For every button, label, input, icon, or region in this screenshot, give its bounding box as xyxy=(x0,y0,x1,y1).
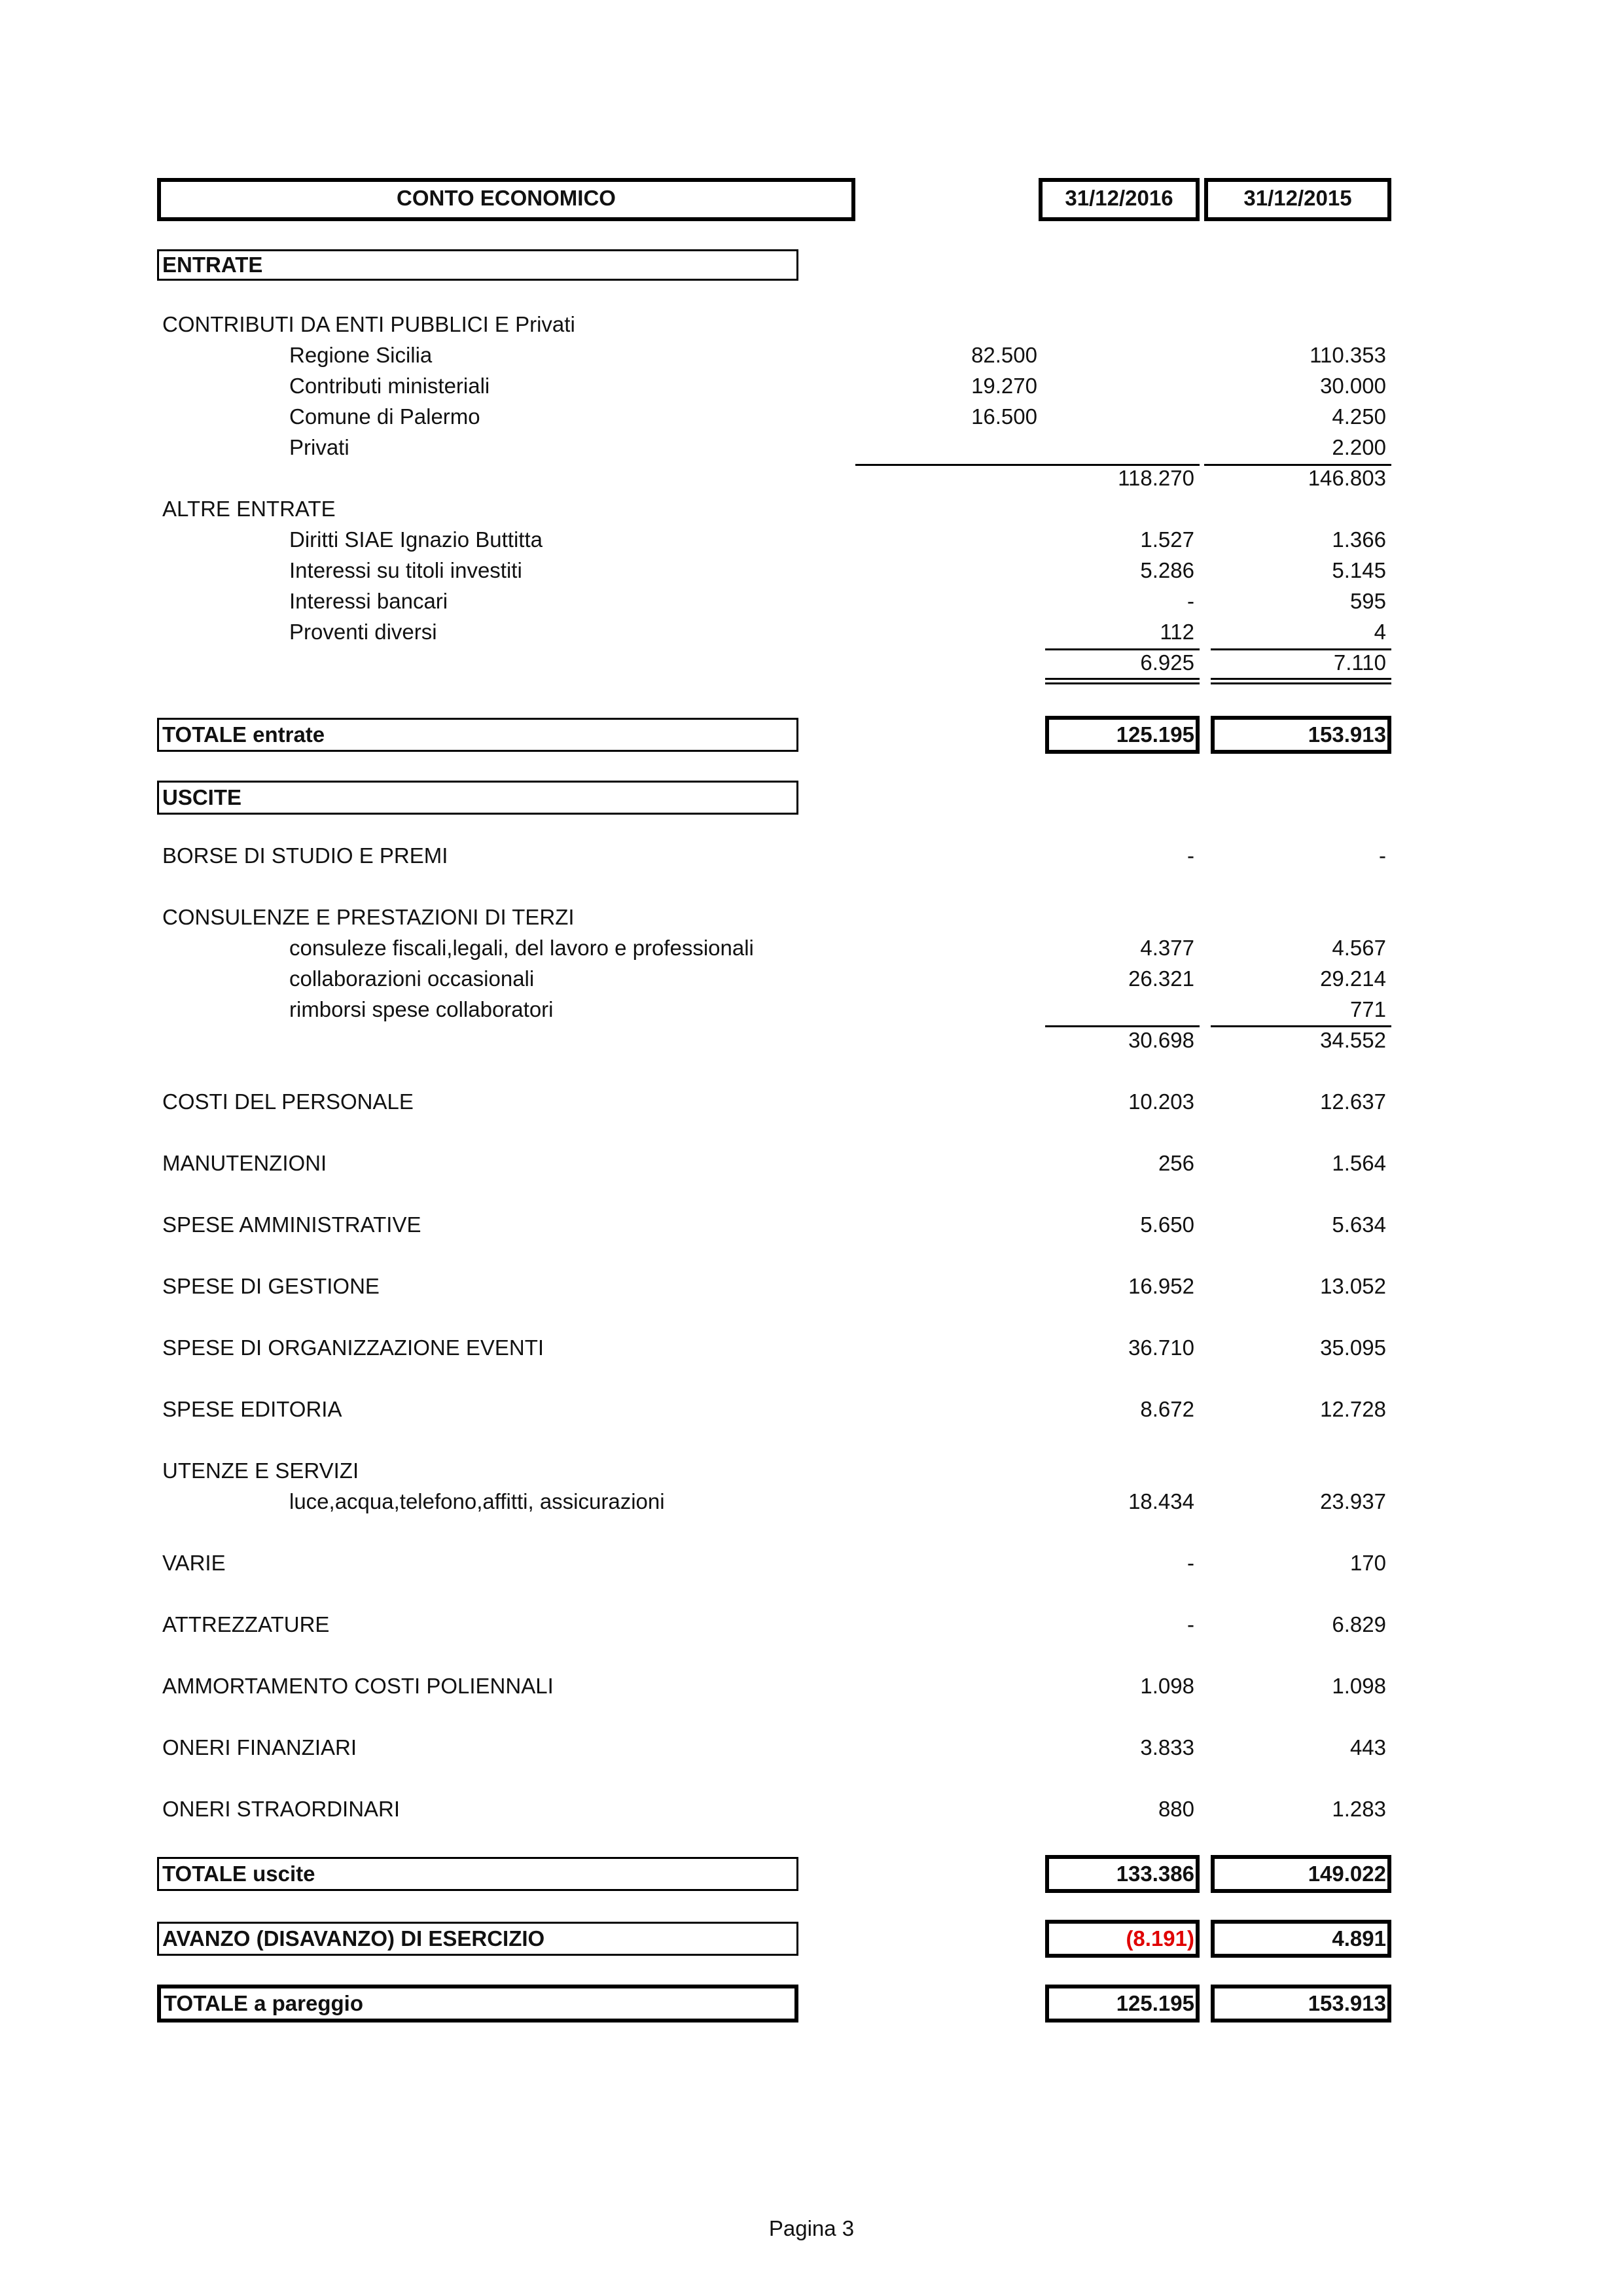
altre-entrate-heading: ALTRE ENTRATE xyxy=(162,497,336,521)
contributi-row-detail: 16.500 xyxy=(971,404,1037,429)
uscite-item-2016: 880 xyxy=(1158,1797,1194,1821)
uscite-item-2015: 1.564 xyxy=(1332,1151,1386,1175)
col-2015-header: 31/12/2015 xyxy=(1243,186,1352,210)
contributi-subtotal-2015: 146.803 xyxy=(1308,466,1386,490)
totale-entrate-label: TOTALE entrate xyxy=(162,722,325,747)
borse-label: BORSE DI STUDIO E PREMI xyxy=(162,843,448,868)
pareggio-2015: 153.913 xyxy=(1308,1991,1386,2015)
consulenze-row-label: rimborsi spese collaboratori xyxy=(289,997,554,1021)
consulenze-subtotal-2015: 34.552 xyxy=(1320,1028,1386,1052)
totale-entrate-2016: 125.195 xyxy=(1116,722,1194,747)
uscite-item-2016: - xyxy=(1187,1551,1194,1575)
avanzo-2016: (8.191) xyxy=(1126,1926,1194,1951)
contributi-row-label: Comune di Palermo xyxy=(289,404,480,429)
uscite-item-2016: - xyxy=(1187,1612,1194,1636)
altre-row-2015: 4 xyxy=(1374,620,1386,644)
altre-row-2016: - xyxy=(1187,589,1194,613)
utenze-row-2015: 23.937 xyxy=(1320,1489,1386,1513)
avanzo-label: AVANZO (DISAVANZO) DI ESERCIZIO xyxy=(162,1926,545,1951)
uscite-item-label: VARIE xyxy=(162,1551,226,1575)
altre-row-label: Interessi su titoli investiti xyxy=(289,558,522,582)
entrate-section-label: ENTRATE xyxy=(162,253,263,277)
col-2016-header: 31/12/2016 xyxy=(1065,186,1173,210)
utenze-heading: UTENZE E SERVIZI xyxy=(162,1458,359,1483)
uscite-item-label: SPESE DI GESTIONE xyxy=(162,1274,380,1298)
altre-double-rule-2016 xyxy=(1045,682,1200,684)
uscite-item-2015: 5.634 xyxy=(1332,1212,1386,1237)
uscite-section-box xyxy=(157,781,798,815)
pareggio-2016: 125.195 xyxy=(1116,1991,1194,2015)
uscite-item-label: SPESE DI ORGANIZZAZIONE EVENTI xyxy=(162,1335,544,1360)
altre-row-2016: 5.286 xyxy=(1140,558,1194,582)
uscite-item-2016: 5.650 xyxy=(1140,1212,1194,1237)
uscite-item-label: SPESE AMMINISTRATIVE xyxy=(162,1212,421,1237)
altre-double-rule-2016 xyxy=(1045,678,1200,680)
borse-2016: - xyxy=(1187,843,1194,868)
contributi-row-2015: 110.353 xyxy=(1310,343,1386,367)
altre-double-rule-2015 xyxy=(1211,678,1391,680)
page-number: Pagina 3 xyxy=(768,2216,855,2240)
altre-double-rule-2015 xyxy=(1211,682,1391,684)
altre-row-2015: 1.366 xyxy=(1332,527,1386,552)
contributi-row-2015: 30.000 xyxy=(1320,374,1386,398)
uscite-item-label: MANUTENZIONI xyxy=(162,1151,327,1175)
contributi-heading: CONTRIBUTI DA ENTI PUBBLICI E Privati xyxy=(162,312,575,336)
uscite-item-2016: 8.672 xyxy=(1140,1397,1194,1421)
uscite-item-label: COSTI DEL PERSONALE xyxy=(162,1089,414,1114)
consulenze-row-label: consuleze fiscali,legali, del lavoro e professionali xyxy=(289,936,754,960)
uscite-item-label: ATTREZZATURE xyxy=(162,1612,330,1636)
consulenze-row-2015: 4.567 xyxy=(1332,936,1386,960)
consulenze-row-2016: 4.377 xyxy=(1140,936,1194,960)
uscite-item-2016: 10.203 xyxy=(1128,1089,1194,1114)
contributi-row-2015: 4.250 xyxy=(1332,404,1386,429)
uscite-item-2015: 12.637 xyxy=(1320,1089,1386,1114)
page-title: CONTO ECONOMICO xyxy=(397,186,616,210)
pareggio-label: TOTALE a pareggio xyxy=(164,1991,363,2015)
totale-uscite-label: TOTALE uscite xyxy=(162,1862,315,1886)
uscite-item-2016: 36.710 xyxy=(1128,1335,1194,1360)
uscite-section-label: USCITE xyxy=(162,785,242,809)
uscite-item-2016: 1.098 xyxy=(1140,1674,1194,1698)
borse-2015: - xyxy=(1379,843,1386,868)
altre-row-2016: 1.527 xyxy=(1140,527,1194,552)
uscite-item-2015: 12.728 xyxy=(1320,1397,1386,1421)
totale-uscite-2016: 133.386 xyxy=(1116,1862,1194,1886)
consulenze-row-label: collaborazioni occasionali xyxy=(289,966,535,991)
altre-row-label: Diritti SIAE Ignazio Buttitta xyxy=(289,527,543,552)
uscite-item-2016: 256 xyxy=(1158,1151,1194,1175)
contributi-row-detail: 82.500 xyxy=(971,343,1037,367)
uscite-item-label: SPESE EDITORIA xyxy=(162,1397,342,1421)
altre-row-2016: 112 xyxy=(1160,620,1194,644)
uscite-item-2016: 16.952 xyxy=(1128,1274,1194,1298)
consulenze-subtotal-2016: 30.698 xyxy=(1128,1028,1194,1052)
uscite-item-2015: 6.829 xyxy=(1332,1612,1386,1636)
utenze-row-label: luce,acqua,telefono,affitti, assicurazioni xyxy=(289,1489,665,1513)
altre-row-2015: 595 xyxy=(1349,589,1386,613)
contributi-row-label: Privati xyxy=(289,435,349,459)
contributi-row-label: Regione Sicilia xyxy=(289,343,433,367)
totale-uscite-2015: 149.022 xyxy=(1308,1862,1386,1886)
uscite-item-label: ONERI STRAORDINARI xyxy=(162,1797,401,1821)
contributi-row-label: Contributi ministeriali xyxy=(289,374,490,398)
altre-subtotal-2015: 7.110 xyxy=(1333,650,1386,675)
altre-row-label: Proventi diversi xyxy=(289,620,437,644)
uscite-item-2015: 1.098 xyxy=(1332,1674,1386,1698)
consulenze-row-2016: 26.321 xyxy=(1128,966,1194,991)
contributi-row-2015: 2.200 xyxy=(1332,435,1386,459)
utenze-row-2016: 18.434 xyxy=(1128,1489,1194,1513)
altre-row-label: Interessi bancari xyxy=(289,589,448,613)
consulenze-heading: CONSULENZE E PRESTAZIONI DI TERZI xyxy=(162,905,575,929)
consulenze-row-2015: 771 xyxy=(1349,997,1386,1021)
uscite-item-2015: 13.052 xyxy=(1320,1274,1386,1298)
altre-subtotal-2016: 6.925 xyxy=(1140,650,1194,675)
uscite-item-2016: 3.833 xyxy=(1140,1735,1194,1759)
totale-entrate-2015: 153.913 xyxy=(1308,722,1386,747)
consulenze-row-2015: 29.214 xyxy=(1320,966,1386,991)
uscite-item-2015: 170 xyxy=(1349,1551,1386,1575)
contributi-subtotal-2016: 118.270 xyxy=(1118,466,1194,490)
avanzo-2015: 4.891 xyxy=(1332,1926,1386,1951)
uscite-item-label: ONERI FINANZIARI xyxy=(162,1735,357,1759)
uscite-item-label: AMMORTAMENTO COSTI POLIENNALI xyxy=(162,1674,554,1698)
uscite-item-2015: 35.095 xyxy=(1320,1335,1386,1360)
contributi-row-detail: 19.270 xyxy=(971,374,1037,398)
altre-row-2015: 5.145 xyxy=(1332,558,1386,582)
uscite-item-2015: 1.283 xyxy=(1332,1797,1386,1821)
uscite-item-2015: 443 xyxy=(1349,1735,1386,1759)
